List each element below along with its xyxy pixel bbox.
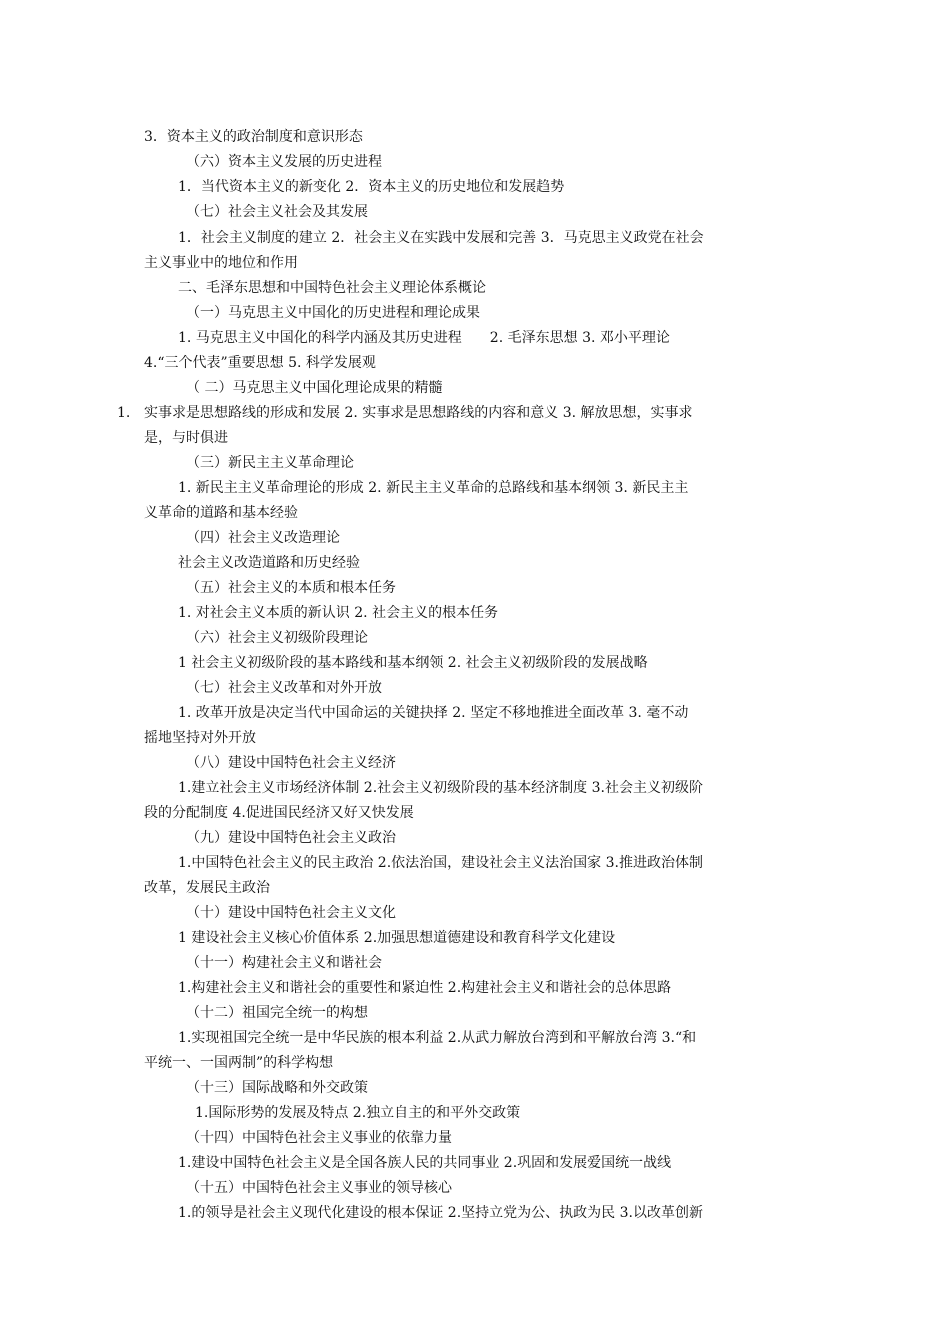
text-line: 1.国际形势的发展及特点 2.独立自主的和平外交政策 [195,1105,521,1121]
section-heading: （七）社会主义社会及其发展 [186,204,368,220]
section-heading: （三）新民主主义革命理论 [186,455,354,471]
text-line: 主义事业中的地位和作用 [144,255,298,271]
text-line: 改革，发展民主政治 [144,880,270,896]
text-line: 社会主义改造道路和历史经验 [178,555,360,571]
text-line: 实事求是思想路线的形成和发展 2. 实事求是思想路线的内容和意义 3. 解放思想，实事求 [144,405,693,421]
text-line: 1. 马克思主义中国化的科学内涵及其历史进程 2. 毛泽东思想 3. 邓小平理论 [178,330,670,346]
part-heading: 二、毛泽东思想和中国特色社会主义理论体系概论 [178,280,486,296]
text-line: 段的分配制度 4.促进国民经济又好又快发展 [144,805,414,821]
text-line: 1．当代资本主义的新变化 2．资本主义的历史地位和发展趋势 [178,179,565,195]
text-line: 平统一、一国两制”的科学构想 [144,1055,334,1071]
section-heading: （六）资本主义发展的历史进程 [186,154,382,170]
text-line: 3．资本主义的政治制度和意识形态 [144,129,363,145]
section-heading: （十四）中国特色社会主义事业的依靠力量 [186,1130,452,1146]
text-line: 摇地坚持对外开放 [144,730,256,746]
text-line: 义革命的道路和基本经验 [144,505,298,521]
text-line: 1.建立社会主义市场经济体制 2.社会主义初级阶段的基本经济制度 3.社会主义初级阶 [178,780,703,796]
section-heading: （八）建设中国特色社会主义经济 [186,755,396,771]
section-heading: （十三）国际战略和外交政策 [186,1080,368,1096]
section-heading: （四）社会主义改造理论 [186,530,340,546]
section-heading: （十一）构建社会主义和谐社会 [186,955,382,971]
section-heading: （五）社会主义的本质和根本任务 [186,580,396,596]
text-line: 1.构建社会主义和谐社会的重要性和紧迫性 2.构建社会主义和谐社会的总体思路 [178,980,672,996]
section-heading: （ 二）马克思主义中国化理论成果的精髓 [186,380,443,396]
section-heading: （六）社会主义初级阶段理论 [186,630,368,646]
section-heading: （七）社会主义改革和对外开放 [186,680,382,696]
text-line: 1.中国特色社会主义的民主政治 2.依法治国，建设社会主义法治国家 3.推进政治体制 [178,855,703,871]
text-line: 1．社会主义制度的建立 2．社会主义在实践中发展和完善 3．马克思主义政党在社会 [178,230,704,246]
text-line: 1. 对社会主义本质的新认识 2. 社会主义的根本任务 [178,605,499,621]
text-line: 4.“三个代表”重要思想 5. 科学发展观 [144,355,376,371]
text-line: 1 社会主义初级阶段的基本路线和基本纲领 2. 社会主义初级阶段的发展战略 [178,655,648,671]
text-line: 1.实现祖国完全统一是中华民族的根本利益 2.从武力解放台湾到和平解放台湾 3.“和 [178,1030,697,1046]
section-heading: （九）建设中国特色社会主义政治 [186,830,396,846]
text-line: 1 建设社会主义核心价值体系 2.加强思想道德建设和教育科学文化建设 [178,930,616,946]
section-heading: （十）建设中国特色社会主义文化 [186,905,396,921]
section-heading: （十五）中国特色社会主义事业的领导核心 [186,1180,452,1196]
text-line: 1.建设中国特色社会主义是全国各族人民的共同事业 2.巩固和发展爱国统一战线 [178,1155,672,1171]
list-number: 1. [117,405,131,421]
text-line: 1. 改革开放是决定当代中国命运的关键抉择 2. 坚定不移地推进全面改革 3. 毫不动 [178,705,689,721]
section-heading: （一）马克思主义中国化的历史进程和理论成果 [186,305,480,321]
text-line: 1.的领导是社会主义现代化建设的根本保证 2.坚持立党为公、执政为民 3.以改革创新 [178,1205,703,1221]
text-line: 是，与时俱进 [144,430,228,446]
section-heading: （十二）祖国完全统一的构想 [186,1005,368,1021]
text-line: 1. 新民主主义革命理论的形成 2. 新民主主义革命的总路线和基本纲领 3. 新民主主 [178,480,689,496]
